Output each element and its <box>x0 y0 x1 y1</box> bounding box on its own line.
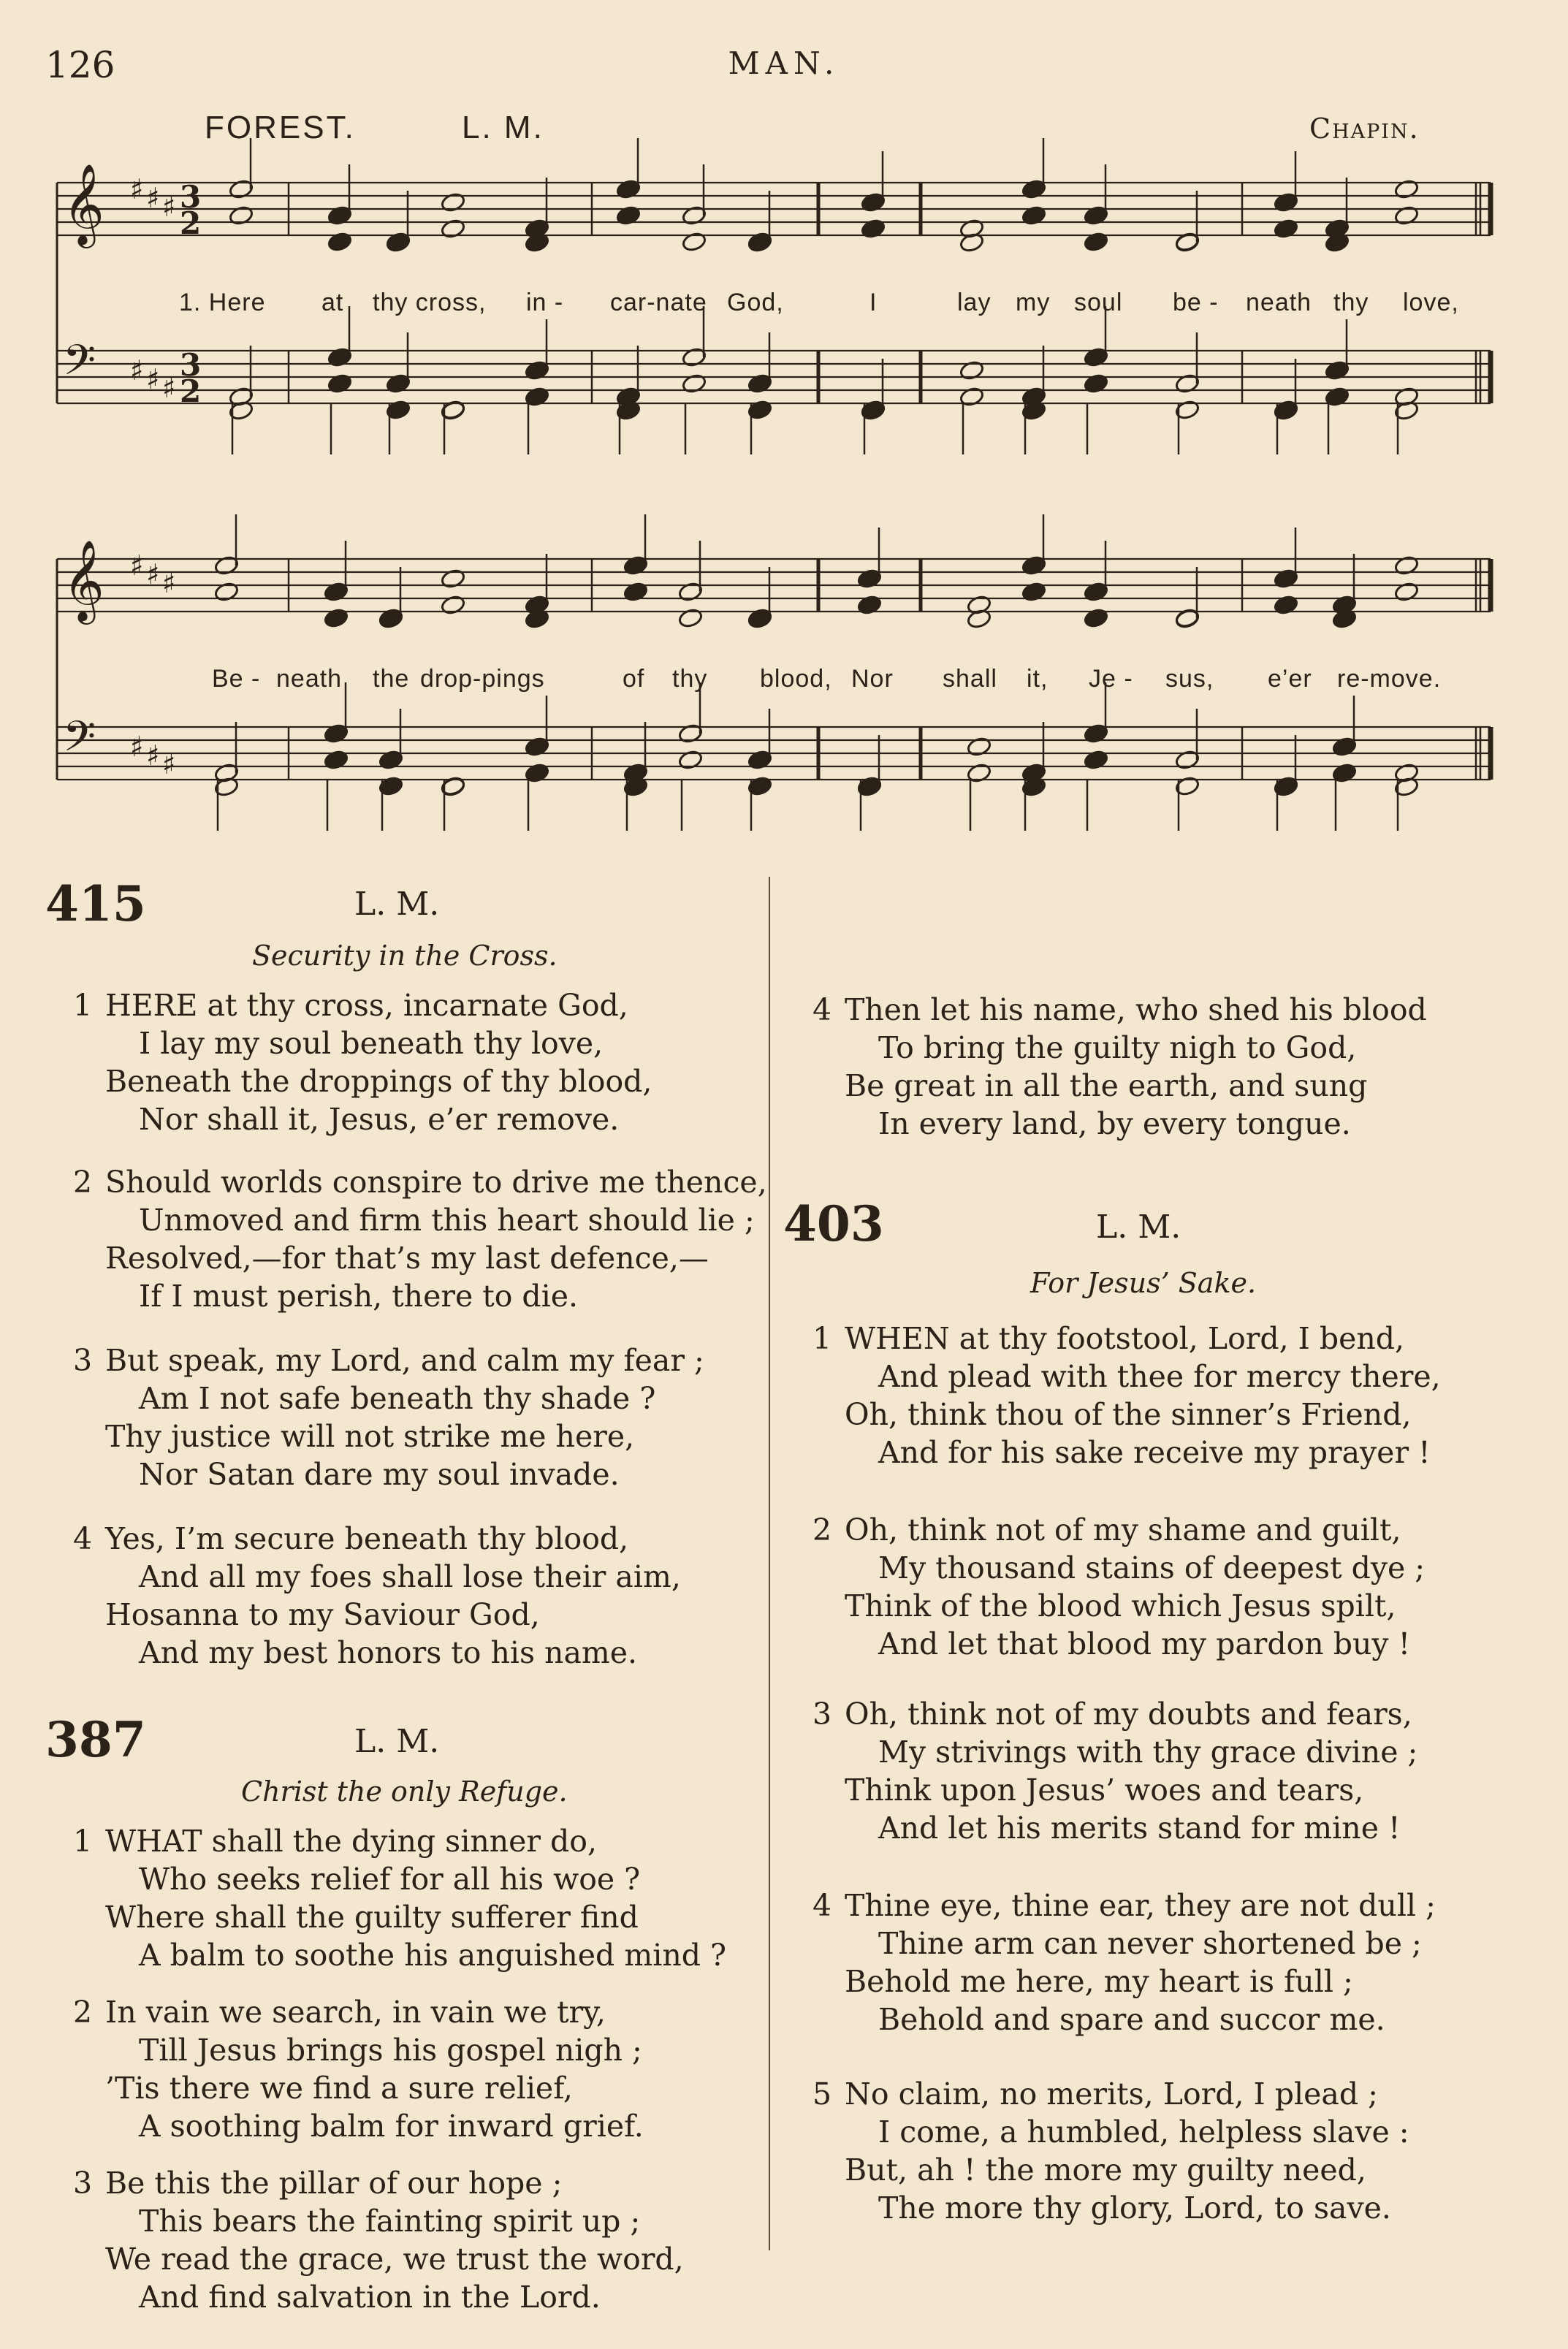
bass-clef: 𝄢 <box>63 712 96 772</box>
lyric-syllable: lay <box>957 289 992 316</box>
verse-line: If I must perish, there to die. <box>139 1279 579 1314</box>
lyric-syllable: shall <box>943 665 997 693</box>
lyric-syllable: Je - <box>1089 665 1133 693</box>
sharp-sign: ♯ <box>146 739 160 772</box>
lyric-syllable: my <box>1016 289 1051 316</box>
verse-line: Thine arm can never shortened be ; <box>878 1926 1422 1961</box>
lyric-syllable: the <box>373 665 410 693</box>
tune-meter: L. M. <box>462 110 544 145</box>
verse <box>73 1163 767 1315</box>
note-head <box>1021 205 1046 226</box>
lyric-syllable: God, <box>727 289 784 316</box>
note-head <box>228 205 254 226</box>
verse-number: 1 <box>73 988 93 1023</box>
verse-line: And let that blood my pardon buy ! <box>878 1626 1411 1661</box>
verse-number: 4 <box>73 1521 93 1556</box>
note-head <box>1083 231 1108 252</box>
verse <box>73 1341 704 1493</box>
verse-line: ’Tis there we find a sure relief, <box>105 2071 573 2106</box>
verse <box>73 1993 644 2145</box>
verse-line: Beneath the droppings of thy blood, <box>105 1064 652 1099</box>
verse-line: Think of the blood which Jesus spilt, <box>845 1588 1396 1623</box>
verse-line: And all my foes shall lose their aim, <box>139 1559 681 1594</box>
verse-line: Oh, think not of my doubts and fears, <box>845 1697 1412 1732</box>
verse-line: Who seeks relief for all his woe ? <box>139 1862 641 1897</box>
verse-line: Oh, think thou of the sinner’s Friend, <box>845 1397 1412 1432</box>
verse <box>812 1511 1425 1663</box>
sharp-sign: ♯ <box>146 363 160 395</box>
sharp-sign: ♯ <box>162 748 176 780</box>
lyric-syllable: soul <box>1074 289 1123 316</box>
lyric-syllable: e’er <box>1268 665 1312 693</box>
hymn-subtitle: For Jesus’ Sake. <box>1030 1267 1257 1299</box>
verse-line: Unmoved and firm this heart should lie ; <box>139 1203 755 1238</box>
note-head <box>623 581 648 602</box>
note-head <box>323 607 349 628</box>
hymn-subtitle: Christ the only Refuge. <box>241 1775 568 1808</box>
verse-line: And plead with thee for mercy there, <box>878 1359 1441 1394</box>
page-number: 126 <box>45 44 115 86</box>
note-head <box>1021 581 1046 602</box>
verse <box>812 1320 1441 1472</box>
lyric-syllable: I <box>869 289 878 316</box>
time-signature: 2 <box>180 205 202 241</box>
note-head <box>1273 594 1298 615</box>
verse-line: Nor Satan dare my soul invade. <box>139 1457 620 1492</box>
verse-line: Yes, I’m secure beneath thy blood, <box>105 1521 629 1556</box>
note-head <box>615 205 641 226</box>
lyric-syllable: thy <box>672 665 708 693</box>
lyric-syllable: love, <box>1403 289 1459 316</box>
hymn-meter: L. M. <box>1096 1208 1181 1246</box>
lyric-syllable: re-move. <box>1337 665 1442 693</box>
lyric-syllable: be - <box>1173 289 1219 316</box>
sharp-sign: ♯ <box>146 558 160 590</box>
verse <box>73 986 652 1138</box>
sharp-sign: ♯ <box>130 549 144 582</box>
lyric-syllable: of <box>623 665 645 693</box>
lyric-syllable: it, <box>1027 665 1048 693</box>
lyric-syllable: Be - <box>212 665 261 693</box>
note-head <box>677 607 703 628</box>
note-head <box>959 359 984 381</box>
lyric-syllable: neath <box>276 665 343 693</box>
lyric-syllable: neath <box>1246 289 1312 316</box>
verse-line: Behold me here, my heart is full ; <box>845 1964 1353 1999</box>
verse-number: 2 <box>812 1512 832 1547</box>
verse <box>73 1520 681 1672</box>
note-head <box>323 749 349 770</box>
verse <box>73 1822 726 1974</box>
time-signature: 3 <box>180 347 202 383</box>
hymn-number: 403 <box>783 1195 884 1252</box>
verse-line: My strivings with thy grace divine ; <box>878 1735 1418 1770</box>
verse-number: 2 <box>73 1165 93 1200</box>
verse-line: Be great in all the earth, and sung <box>845 1068 1368 1103</box>
note-head <box>1083 749 1108 770</box>
column-divider <box>769 877 770 2250</box>
verse-line: Be this the pillar of our hope ; <box>105 2166 563 2201</box>
verse-line: I come, a humbled, helpless slave : <box>878 2114 1409 2150</box>
music-score <box>0 0 1568 848</box>
note-head <box>681 373 707 394</box>
note-head <box>440 568 465 589</box>
note-head <box>1393 555 1419 576</box>
verse-line: In every land, by every tongue. <box>878 1106 1351 1141</box>
lyric-syllable: thy cross, <box>373 289 487 316</box>
verse-line: Thy justice will not strike me here, <box>105 1419 635 1454</box>
verse-line: Behold and spare and succor me. <box>878 2002 1385 2037</box>
treble-clef: 𝄞 <box>63 163 104 245</box>
lyric-syllable: blood, <box>760 665 832 693</box>
verse-line: Where shall the guilty sufferer find <box>105 1900 639 1935</box>
verse-number: 3 <box>73 1343 93 1378</box>
note-head <box>681 231 707 252</box>
verse-line: In vain we search, in vain we try, <box>105 1995 606 2030</box>
verse-line: The more thy glory, Lord, to save. <box>878 2190 1391 2226</box>
verse-line: WHEN at thy footstool, Lord, I bend, <box>845 1321 1405 1356</box>
verse-line: We read the grace, we trust the word, <box>105 2242 684 2277</box>
verse-line: Oh, think not of my shame and guilt, <box>845 1512 1401 1547</box>
sharp-sign: ♯ <box>130 173 144 205</box>
verse-line: I lay my soul beneath thy love, <box>139 1026 604 1061</box>
verse-line: My thousand stains of deepest dye ; <box>878 1550 1426 1585</box>
hymn-meter: L. M. <box>354 1723 440 1760</box>
verse-line: And my best honors to his name. <box>139 1635 638 1670</box>
verse-number: 4 <box>812 992 832 1027</box>
treble-clef: 𝄞 <box>63 539 104 621</box>
note-head <box>1393 581 1419 602</box>
verse-line: Am I not safe beneath thy shade ? <box>139 1381 656 1416</box>
verse-line: This bears the fainting spirit up ; <box>139 2204 641 2239</box>
verse-number: 1 <box>73 1824 93 1859</box>
note-head <box>1273 218 1298 239</box>
verse-line: Should worlds conspire to drive me thence, <box>105 1165 767 1200</box>
lyric-syllable: drop-pings <box>420 665 545 693</box>
verse <box>812 1695 1417 1847</box>
sharp-sign: ♯ <box>146 182 160 214</box>
verse-number: 3 <box>812 1697 832 1732</box>
note-head <box>1393 178 1419 199</box>
verse-line: And for his sake receive my prayer ! <box>878 1435 1431 1470</box>
note-head <box>440 594 465 615</box>
verse <box>812 2075 1409 2227</box>
verse <box>812 991 1427 1143</box>
verse <box>73 2164 684 2316</box>
lyric-syllable: at <box>321 289 344 316</box>
sharp-sign: ♯ <box>130 354 144 387</box>
verse-line: To bring the guilty nigh to God, <box>878 1030 1357 1065</box>
lyric-syllable: thy <box>1333 289 1369 316</box>
verse-line: A balm to soothe his anguished mind ? <box>139 1938 726 1973</box>
verse-line: Resolved,—for that’s my last defence,— <box>105 1241 709 1276</box>
lyric-syllable: in - <box>526 289 564 316</box>
note-head <box>860 218 886 239</box>
sharp-sign: ♯ <box>162 372 176 404</box>
note-head <box>856 594 882 615</box>
tune-name: FOREST. <box>205 110 356 145</box>
note-head <box>327 231 352 252</box>
verse-line: But, ah ! the more my guilty need, <box>845 2152 1366 2188</box>
note-head <box>213 581 239 602</box>
verse-line: Hosanna to my Saviour God, <box>105 1597 540 1632</box>
note-head <box>677 749 703 770</box>
note-head <box>1083 373 1108 394</box>
lyric-syllable: car-nate <box>610 289 707 316</box>
verse-line: Thine eye, thine ear, they are not dull ; <box>845 1888 1436 1923</box>
note-head <box>1083 607 1108 628</box>
note-head <box>327 373 352 394</box>
hymn-subtitle: Security in the Cross. <box>252 940 557 972</box>
running-header: MAN. <box>728 45 840 81</box>
verse-line: Then let his name, who shed his blood <box>845 992 1427 1027</box>
verse-line: And find salvation in the Lord. <box>139 2280 601 2315</box>
verse-line: No claim, no merits, Lord, I plead ; <box>845 2076 1378 2112</box>
verse-number: 3 <box>73 2166 93 2201</box>
lyric-syllable: 1. Here <box>179 289 266 316</box>
sharp-sign: ♯ <box>162 567 176 599</box>
time-signature: 2 <box>180 373 202 409</box>
verse-number: 1 <box>812 1321 832 1356</box>
sharp-sign: ♯ <box>162 191 176 223</box>
verse-line: Till Jesus brings his gospel nigh ; <box>139 2033 642 2068</box>
lyric-syllable: sus, <box>1165 665 1214 693</box>
sharp-sign: ♯ <box>130 731 144 763</box>
lyric-syllable: Nor <box>851 665 894 693</box>
composer: Chapin. <box>1309 113 1420 145</box>
verse-line: HERE at thy cross, incarnate God, <box>105 988 628 1023</box>
hymn-number: 415 <box>45 875 146 932</box>
hymn-meter: L. M. <box>354 886 440 923</box>
verse-line: But speak, my Lord, and calm my fear ; <box>105 1343 704 1378</box>
verse-line: WHAT shall the dying sinner do, <box>105 1824 597 1859</box>
note-head <box>1393 205 1419 226</box>
verse-number: 4 <box>812 1888 832 1923</box>
verse-line: Nor shall it, Jesus, e’er remove. <box>139 1102 620 1137</box>
verse-line: And let his merits stand for mine ! <box>878 1811 1401 1846</box>
note-head <box>440 191 465 213</box>
verse-number: 5 <box>812 2076 832 2112</box>
verse <box>812 1887 1436 2038</box>
verse-line: A soothing balm for inward grief. <box>139 2109 644 2144</box>
verse-line: Think upon Jesus’ woes and tears, <box>845 1773 1364 1808</box>
note-head <box>440 218 465 239</box>
bass-clef: 𝄢 <box>63 335 96 395</box>
hymn-number: 387 <box>45 1711 146 1768</box>
verse-number: 2 <box>73 1995 93 2030</box>
note-head <box>966 736 992 757</box>
time-signature: 3 <box>180 179 202 215</box>
